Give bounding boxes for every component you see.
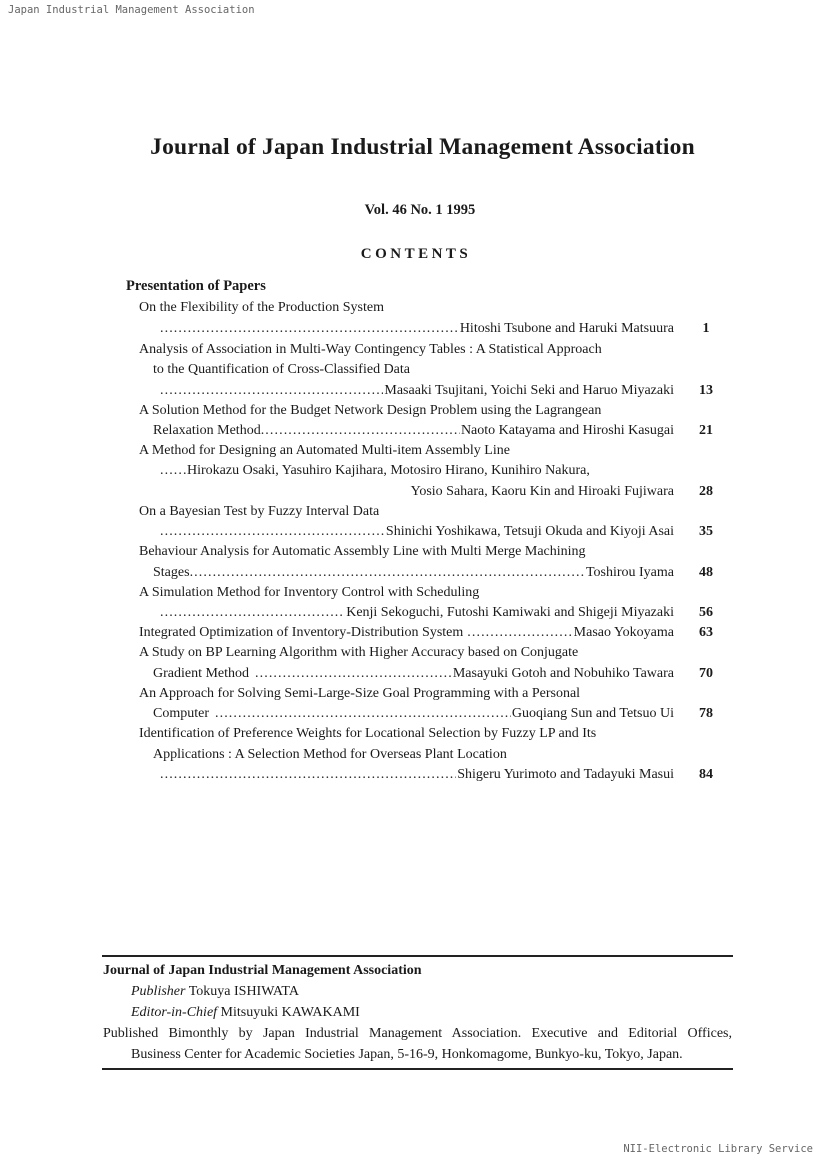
toc-authors: Guoqiang Sun and Tetsuo Ui xyxy=(511,706,674,721)
dot-leader xyxy=(160,604,345,622)
dot-leader xyxy=(160,462,186,480)
toc-title-line: A Study on BP Learning Algorithm with Higher Accuracy based on Conjugate xyxy=(139,645,579,660)
toc-page-number: 78 xyxy=(699,706,713,721)
toc-title-line: to the Quantification of Cross-Classified Data xyxy=(153,362,410,377)
toc-authors: Hirokazu Osaki, Yasuhiro Kajihara, Motosiro Hirano, Kunihiro Nakura, xyxy=(187,463,590,478)
toc-title-line: A Simulation Method for Inventory Control with Scheduling xyxy=(139,585,480,600)
toc-page-number: 35 xyxy=(699,524,713,539)
dot-leader xyxy=(249,665,452,683)
toc-page-number: 1 xyxy=(702,321,710,336)
toc-author-line xyxy=(160,382,674,400)
journal-title: Journal of Japan Industrial Management Association xyxy=(150,134,695,160)
footer-source-label: NII-Electronic Library Service xyxy=(623,1143,813,1155)
dot-leader xyxy=(160,320,459,338)
toc-author-line xyxy=(160,766,674,784)
dot-leader xyxy=(463,624,572,642)
toc-page-number: 48 xyxy=(699,565,713,580)
toc-title-line: Behaviour Analysis for Automatic Assembly Line with Multi Merge Machining xyxy=(139,544,586,559)
toc-authors: Shigeru Yurimoto and Tadayuki Masui xyxy=(457,767,674,782)
colophon-published-line: Published Bimonthly by Japan Industrial Management Association. Executive and Editorial Offices, xyxy=(103,1026,732,1041)
contents-heading: CONTENTS xyxy=(360,246,472,262)
dot-leader xyxy=(209,705,511,723)
toc-title-line: Stages xyxy=(153,565,190,580)
toc-title-line: Identification of Preference Weights for Locational Selection by Fuzzy LP and Its xyxy=(139,726,597,741)
toc-authors: Hitoshi Tsubone and Haruki Matsuura xyxy=(459,321,674,336)
toc-authors: Masayuki Gotoh and Nobuhiko Tawara xyxy=(452,666,674,681)
toc-title-line: Integrated Optimization of Inventory-Distribution System xyxy=(139,625,464,640)
toc-title-line: A Method for Designing an Automated Multi-item Assembly Line xyxy=(139,443,510,458)
dot-leader xyxy=(160,766,456,784)
toc-page-number: 21 xyxy=(699,423,713,438)
colophon-bottom-rule xyxy=(102,1068,733,1070)
toc-title-line: Computer xyxy=(153,706,209,721)
toc-author-line xyxy=(160,320,674,338)
toc-title-line: Analysis of Association in Multi-Way Contingency Tables : A Statistical Approach xyxy=(139,342,602,357)
publisher-label: Publisher xyxy=(131,984,186,999)
toc-author-line xyxy=(153,422,674,440)
toc-author-line xyxy=(160,523,674,541)
toc-title-line: A Solution Method for the Budget Network Design Problem using the Lagrangean xyxy=(139,403,602,418)
colophon-journal-name: Journal of Japan Industrial Management Association xyxy=(103,963,422,978)
colophon-top-rule xyxy=(102,955,733,957)
editor-name: Mitsuyuki KAWAKAMI xyxy=(220,1005,360,1020)
section-heading: Presentation of Papers xyxy=(126,278,266,294)
toc-authors: Masaaki Tsujitani, Yoichi Seki and Haruo Miyazaki xyxy=(384,383,674,398)
colophon-editor xyxy=(131,1004,360,1022)
toc-author-line xyxy=(160,462,674,480)
toc-author-line xyxy=(153,564,674,582)
header-source-label: Japan Industrial Management Association xyxy=(8,4,255,16)
toc-title-line: An Approach for Solving Semi-Large-Size Goal Programming with a Personal xyxy=(139,686,581,701)
toc-title-line: On a Bayesian Test by Fuzzy Interval Data xyxy=(139,504,380,519)
toc-page-number: 70 xyxy=(699,666,713,681)
toc-authors: Kenji Sekoguchi, Futoshi Kamiwaki and Shigeji Miyazaki xyxy=(346,605,674,620)
toc-authors: Toshirou Iyama xyxy=(585,565,674,580)
toc-page-number: 13 xyxy=(699,383,713,398)
editor-label: Editor-in-Chief xyxy=(131,1005,218,1020)
dot-leader xyxy=(261,422,460,440)
toc-title-line: Applications : A Selection Method for Overseas Plant Location xyxy=(153,747,507,762)
toc-page-number: 28 xyxy=(699,484,713,499)
toc-title-line: Relaxation Method xyxy=(153,423,261,438)
publisher-name: Tokuya ISHIWATA xyxy=(188,984,299,999)
toc-author-line xyxy=(153,705,674,723)
toc-author-line xyxy=(153,665,674,683)
toc-page-number: 84 xyxy=(699,767,713,782)
toc-authors: Naoto Katayama and Hiroshi Kasugai xyxy=(460,423,674,438)
toc-authors: Masao Yokoyama xyxy=(573,625,674,640)
toc-author-line xyxy=(160,604,674,622)
colophon-publisher xyxy=(131,983,299,1001)
toc-authors: Shinichi Yoshikawa, Tetsuji Okuda and Kiyoji Asai xyxy=(385,524,674,539)
toc-page-number: 63 xyxy=(699,625,713,640)
toc-title-line: On the Flexibility of the Production System xyxy=(139,300,384,315)
toc-authors: Yosio Sahara, Kaoru Kin and Hiroaki Fujiwara xyxy=(410,484,674,499)
dot-leader xyxy=(160,523,385,541)
dot-leader xyxy=(190,564,585,582)
colophon-address-line: Business Center for Academic Societies Japan, 5-16-9, Honkomagome, Bunkyo-ku, Tokyo, Japan. xyxy=(131,1047,683,1062)
toc-author-line xyxy=(139,624,674,642)
toc-title-line: Gradient Method xyxy=(153,666,250,681)
dot-leader xyxy=(160,382,383,400)
toc-page-number: 56 xyxy=(699,605,713,620)
issue-line: Vol. 46 No. 1 1995 xyxy=(364,202,476,218)
